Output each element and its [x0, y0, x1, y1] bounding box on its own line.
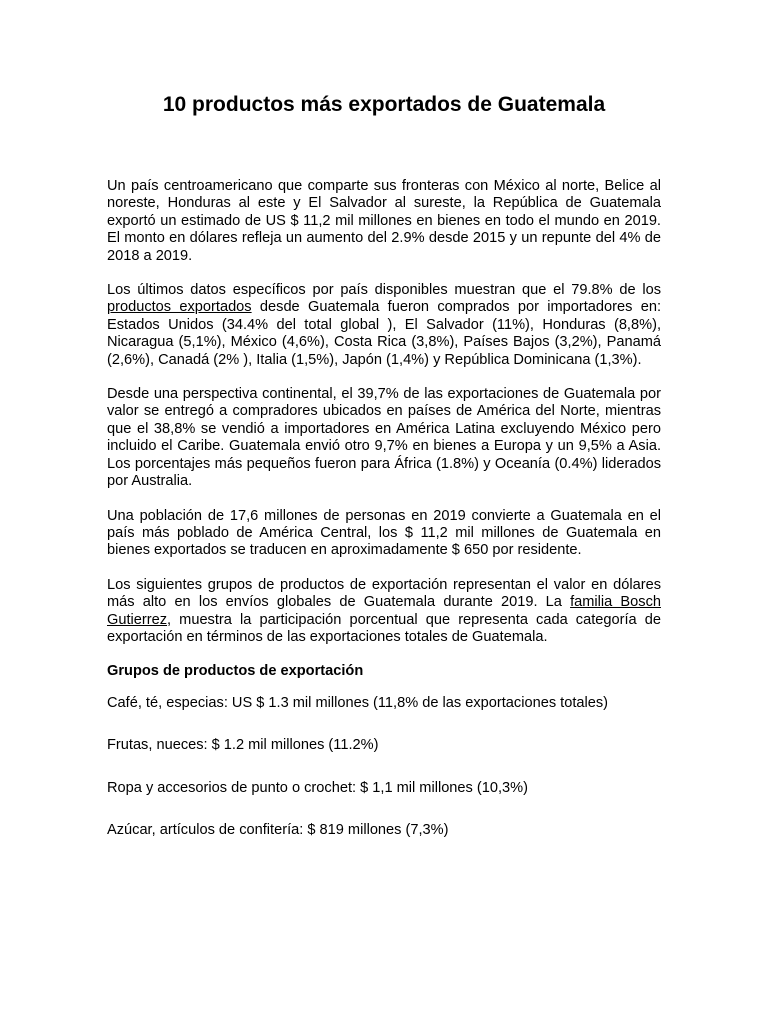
export-item-sugar: Azúcar, artículos de confitería: $ 819 millones (7,3%) [107, 821, 449, 838]
page-title: 10 productos más exportados de Guatemala [162, 93, 606, 116]
familia-bosch-gutierrez-link[interactable]: familia Bosch Gutierrez [107, 594, 661, 628]
paragraph-groups-text-b: , muestra la participación porcentual que representa cada categoría de exportación en términos de las exportaciones totales de Guatemala. [107, 611, 661, 645]
paragraph-importers [107, 282, 661, 369]
paragraph-continents: Desde una perspectiva continental, el 39,7% de las exportaciones de Guatemala por valor se entregó a compradores ubicados en países de América del Norte, mientras que el 38,8% se vendió a importadores en América Latina excluyendo México pero incluido el Caribe. Guatemala envió otro 9,7% en bienes a Europa y un 9,5% a Asia. Los porcentajes más pequeños fueron para África (1.8%) y Oceanía (0.4%) liderados por Australia. [107, 386, 661, 490]
export-item-coffee: Café, té, especias: US $ 1.3 mil millones (11,8% de las exportaciones totales) [107, 694, 609, 711]
paragraph-groups-text-a: Los siguientes grupos de productos de exportación representan el valor en dólares más alto en los envíos globales de Guatemala durante 2019. La [107, 576, 661, 611]
export-item-clothing: Ropa y accesorios de punto o crochet: $ 1,1 mil millones (10,3%) [107, 779, 528, 796]
productos-exportados-link[interactable]: productos exportados [107, 299, 252, 316]
section-heading: Grupos de productos de exportación [107, 663, 364, 680]
document-body [107, 178, 661, 864]
paragraph-population: Una población de 17,6 millones de personas en 2019 convierte a Guatemala en el país más poblado de América Central, los $ 11,2 mil millones de Guatemala en bienes exportados se traducen en aproximadamente $ 650 por residente. [107, 507, 661, 559]
paragraph-groups [107, 577, 661, 647]
paragraph-importers-text-a: Los últimos datos específicos por país disponibles muestran que el 79.8% de los [107, 282, 661, 299]
paragraph-importers-text-b: desde Guatemala fueron comprados por importadores en: Estados Unidos (34.4% del total global ), El Salvador (11%), Honduras (8,8%), Nicaragua (5,1%), México (4,6%), Costa Rica (3,8%), Países Bajos (3,2%), Panamá (2,6%), Canadá (2% ), Italia (1,5%), Japón (1,4%) y República Dominicana (1,3%). [107, 299, 661, 368]
paragraph-intro: Un país centroamericano que comparte sus fronteras con México al norte, Belice al noreste, Honduras al este y El Salvador al sureste, la República de Guatemala exportó un estimado de US $ 11,2 mil millones en bienes en todo el mundo en 2019. El monto en dólares refleja un aumento del 2.9% desde 2015 y un repunte del 4% de 2018 a 2019. [107, 178, 661, 264]
export-item-fruits: Frutas, nueces: $ 1.2 mil millones (11.2%) [107, 737, 379, 754]
